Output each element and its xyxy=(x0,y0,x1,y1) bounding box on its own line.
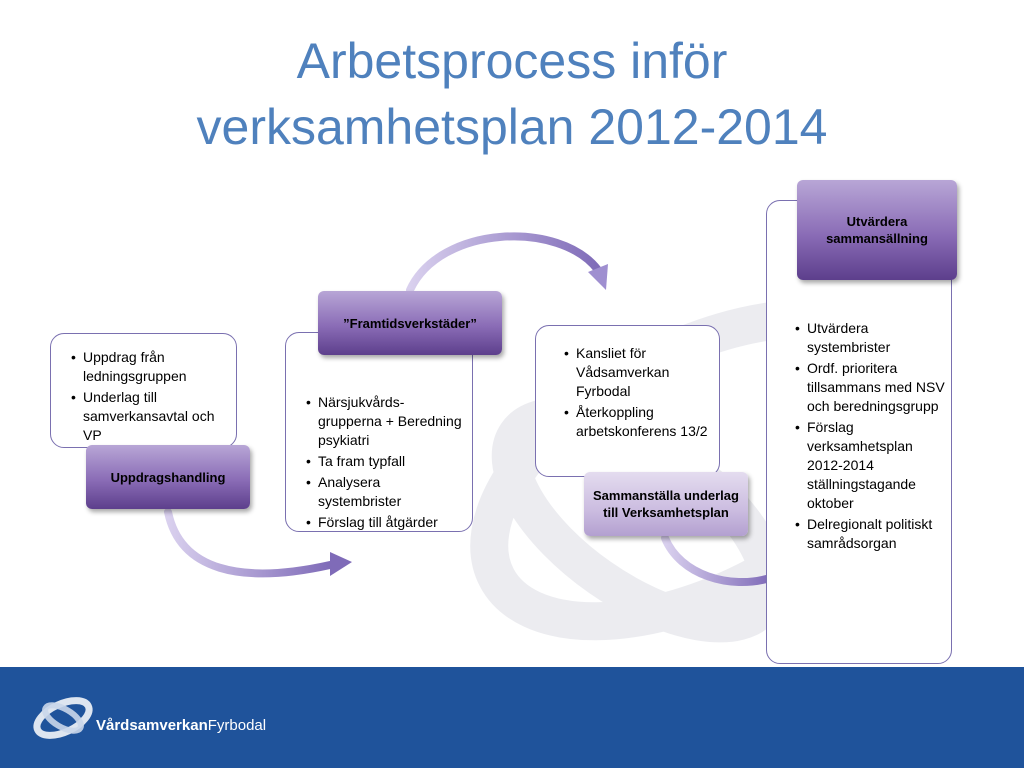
step-3-box xyxy=(535,325,720,477)
flow-arrow-2 xyxy=(410,236,598,290)
step-1-box xyxy=(50,333,237,448)
logo-wordmark-regular: Fyrbodal xyxy=(207,717,267,734)
step-2-item: • Närsjukvårds-grupperna + Beredning psykiatri xyxy=(318,393,466,450)
step-3-item: • Kansliet för Vådsamverkan Fyrbodal xyxy=(576,344,713,401)
step-4-item: • Delregionalt politiskt samrådsorgan xyxy=(807,515,945,553)
step-1-label: Uppdragshandling xyxy=(86,445,250,509)
step-2-item: • Ta fram typfall xyxy=(318,452,466,471)
step-2-label: ”Framtidsverkstäder” xyxy=(318,291,502,355)
vardsamverkan-logo-icon xyxy=(28,690,98,746)
step-4-label: Utvärdera sammansällning xyxy=(797,180,957,280)
step-1-item: • Underlag till samverkansavtal och VP xyxy=(83,388,228,445)
logo-wordmark-bold: Vårdsamverkan xyxy=(96,717,208,734)
step-3-label: Sammanställa underlag till Verksamhetsplan xyxy=(584,472,748,536)
title-line-2: verksamhetsplan 2012-2014 xyxy=(196,99,828,155)
step-2-item: • Förslag till åtgärder xyxy=(318,513,466,532)
step-4-item: • Utvärdera systembrister xyxy=(807,319,945,357)
logo-wordmark xyxy=(96,717,266,734)
title-line-1: Arbetsprocess inför xyxy=(296,33,728,89)
step-1-item: • Uppdrag från ledningsgruppen xyxy=(83,348,228,386)
step-4-item: • Ordf. prioritera tillsammans med NSV och beredningsgrupp xyxy=(807,359,945,416)
page-title xyxy=(0,28,1024,160)
flow-arrowhead-1 xyxy=(330,552,352,576)
step-2-item: • Analysera systembrister xyxy=(318,473,466,511)
step-2-box xyxy=(285,332,473,532)
step-3-item: • Återkoppling arbetskonferens 13/2 xyxy=(576,403,713,441)
step-4-item: • Förslag verksamhetsplan 2012-2014 ställningstagande oktober xyxy=(807,418,945,513)
